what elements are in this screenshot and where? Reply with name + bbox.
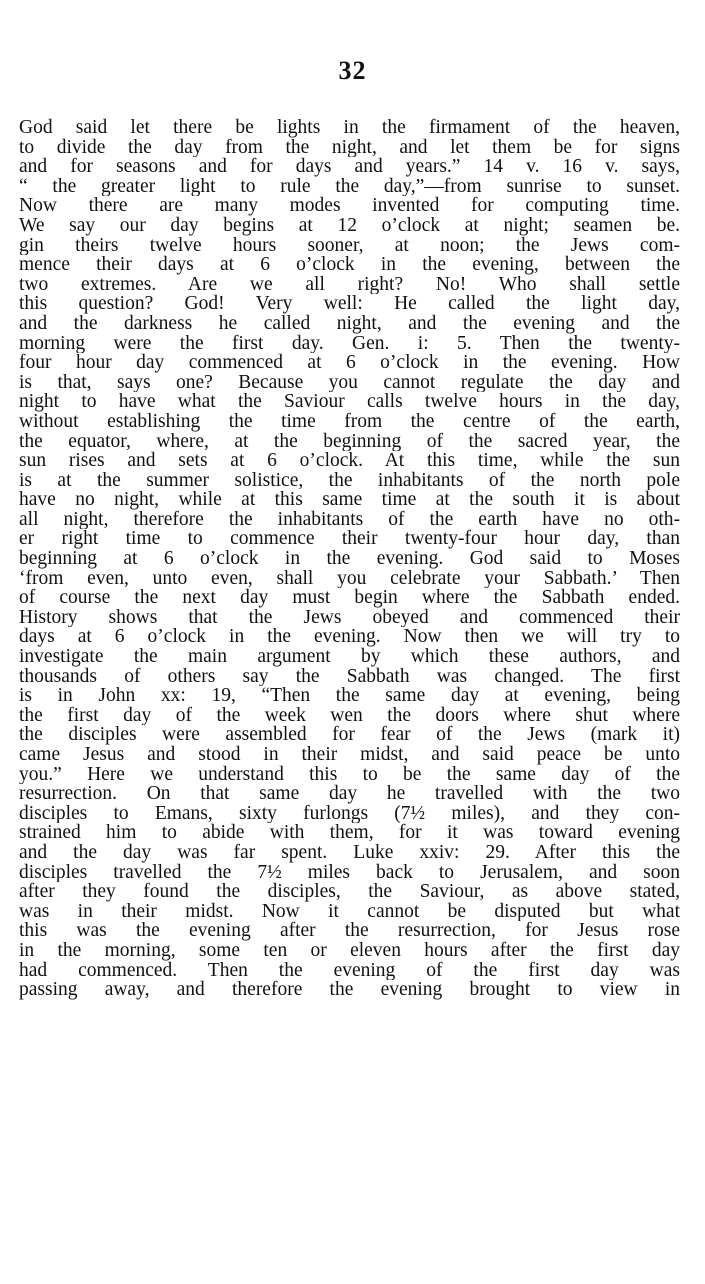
text-line: sun rises and sets at 6 o’clock. At this time, while the sun [19, 451, 680, 471]
text-line: all night, therefore the inhabitants of the earth have no oth- [19, 509, 680, 530]
text-line: this was the evening after the resurrection, for Jesus rose [19, 921, 680, 941]
text-line: We say our day begins at 12 o’clock at night; seamen be. [19, 215, 680, 236]
text-line: is in John xx: 19, “Then the same day at evening, being [19, 686, 680, 706]
text-line: in the morning, some ten or eleven hours after the first day [19, 940, 680, 961]
text-line: gin theirs twelve hours sooner, at noon; the Jews com- [19, 235, 680, 256]
text-line: mence their days at 6 o’clock in the evening, between the [19, 255, 680, 275]
text-line: disciples to Emans, sixty furlongs (7½ miles), and they con- [19, 803, 680, 824]
text-line: this question? God! Very well: He called the light day, [19, 294, 680, 314]
text-line: days at 6 o’clock in the evening. Now then we will try to [19, 627, 680, 648]
text-line: God said let there be lights in the firmament of the heaven, [19, 118, 680, 138]
text-line: four hour day commenced at 6 o’clock in the evening. How [19, 353, 680, 373]
text-line: came Jesus and stood in their midst, and said peace be unto [19, 745, 680, 765]
text-line: night to have what the Saviour calls twelve hours in the day, [19, 392, 680, 412]
text-line: “ the greater light to rule the day,”—from sunrise to sunset. [19, 176, 680, 197]
text-line: the first day of the week wen the doors where shut where [19, 705, 680, 726]
body-text [19, 118, 680, 1000]
text-line: morning were the first day. Gen. i: 5. Then the twenty- [19, 333, 680, 354]
text-line: and for seasons and for days and years.” 14 v. 16 v. says, [19, 157, 680, 177]
text-line: is that, says one? Because you cannot regulate the day and [19, 372, 680, 393]
text-line: er right time to commence their twenty-four hour day, than [19, 529, 680, 550]
text-line: beginning at 6 o’clock in the evening. God said to Moses [19, 549, 680, 569]
text-line: to divide the day from the night, and let them be for signs [19, 137, 680, 158]
text-line: of course the next day must begin where the Sabbath ended. [19, 588, 680, 608]
text-line: ‘from even, unto even, shall you celebrate your Sabbath.’ Then [19, 568, 680, 589]
text-line: strained him to abide with them, for it was toward evening [19, 823, 680, 843]
text-line: thousands of others say the Sabbath was changed. The first [19, 666, 680, 687]
text-line: have no night, while at this same time at the south it is about [19, 490, 680, 510]
text-line: two extremes. Are we all right? No! Who shall settle [19, 274, 680, 295]
text-line: and the day was far spent. Luke xxiv: 29. After this the [19, 842, 680, 863]
text-line: investigate the main argument by which these authors, and [19, 647, 680, 667]
text-line: disciples travelled the 7½ miles back to Jerusalem, and soon [19, 862, 680, 883]
text-line: the disciples were assembled for fear of the Jews (mark it) [19, 725, 680, 745]
text-line: and the darkness he called night, and the evening and the [19, 313, 680, 334]
page-number: 32 [338, 56, 367, 85]
text-line: without establishing the time from the centre of the earth, [19, 411, 680, 432]
text-line: had commenced. Then the evening of the first day was [19, 960, 680, 981]
text-line: is at the summer solistice, the inhabitants of the north pole [19, 470, 680, 491]
text-line: you.” Here we understand this to be the same day of the [19, 764, 680, 785]
text-line: resurrection. On that same day he travelled with the two [19, 784, 680, 804]
text-line: Now there are many modes invented for computing time. [19, 196, 680, 216]
text-line: the equator, where, at the beginning of the sacred year, the [19, 431, 680, 452]
text-line: History shows that the Jews obeyed and commenced their [19, 607, 680, 628]
text-line: passing away, and therefore the evening brought to view in [19, 980, 680, 1000]
text-line: was in their midst. Now it cannot be disputed but what [19, 901, 680, 922]
text-line: after they found the disciples, the Saviour, as above stated, [19, 882, 680, 902]
